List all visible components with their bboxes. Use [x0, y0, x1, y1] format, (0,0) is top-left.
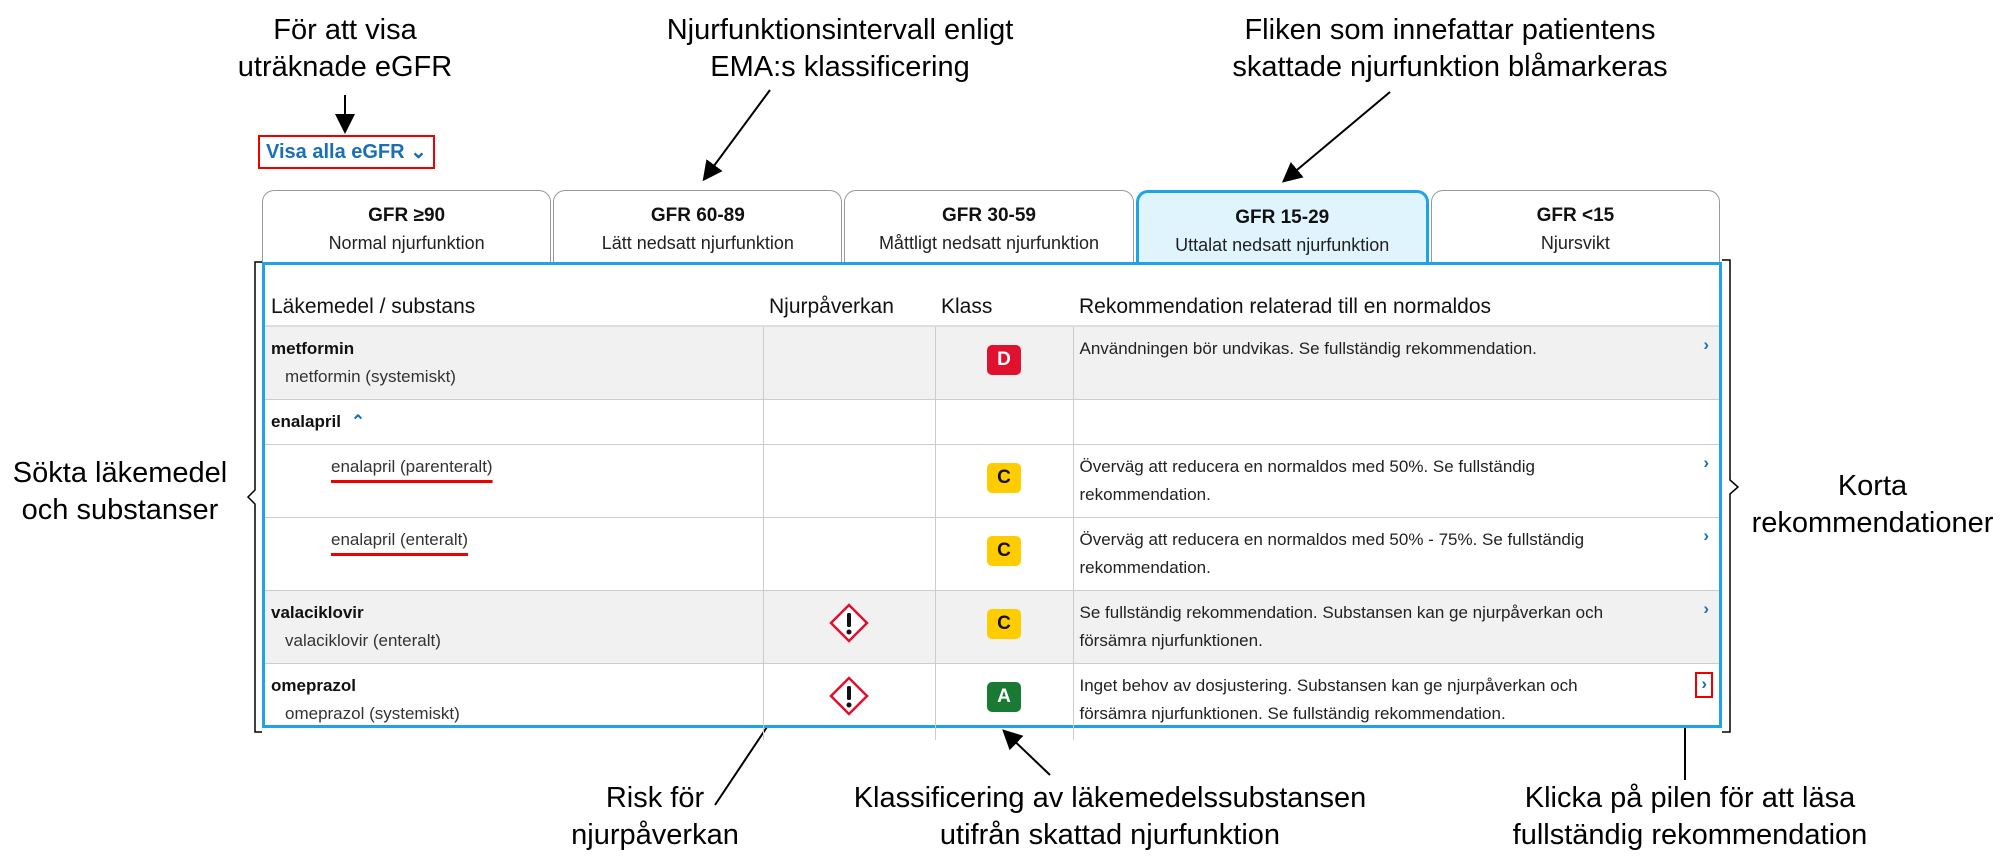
substance-name: omeprazol (systemiskt) [285, 704, 460, 723]
tab-range: GFR <15 [1536, 205, 1615, 226]
recommendation-text: Se fullständig rekommendation. Substansen kan ge njurpåverkan och försämra njurfunktionen. [1079, 603, 1604, 650]
tab-gfr-0[interactable] [262, 190, 551, 264]
tab-label: Måttligt nedsatt njurfunktion [878, 233, 1100, 253]
cell-drug [265, 326, 763, 400]
drug-name: valaciklovir [271, 603, 364, 622]
cell-recommendation [1073, 591, 1719, 664]
cell-kidney [763, 445, 935, 518]
cell-class [935, 591, 1073, 664]
tab-label: Normal njurfunktion [328, 233, 485, 253]
cell-kidney [763, 400, 935, 445]
cell-kidney [763, 591, 935, 664]
annotation-ema [580, 12, 1100, 86]
cell-class [935, 326, 1073, 400]
annotation-text: Korta [1837, 470, 1908, 502]
recommendation-text: Överväg att reducera en normaldos med 50%. Se fullständig rekommendation. [1079, 457, 1535, 504]
annotation-text: skattade njurfunktion blåmarkeras [1232, 51, 1668, 83]
tab-range: GFR ≥90 [368, 205, 446, 226]
annotation-text: utifrån skattad njurfunktion [939, 819, 1281, 851]
chevron-down-icon: ⌄ [410, 141, 427, 163]
kidney-risk-icon [829, 676, 869, 716]
tab-range: GFR 60-89 [650, 205, 745, 226]
annotation-text: Fliken som innefattar patientens [1244, 14, 1656, 46]
substance-link[interactable]: enalapril (parenteralt) [331, 457, 493, 476]
class-badge: A [987, 682, 1021, 712]
table-row [265, 591, 1719, 664]
recommendation-text: Överväg att reducera en normaldos med 50% - 75%. Se fullständig rekommendation. [1079, 530, 1585, 577]
annotation-click [1480, 780, 1900, 854]
annotation-left [0, 455, 240, 529]
annotation-right [1745, 468, 2000, 542]
tab-range: GFR 15-29 [1235, 207, 1330, 228]
tab-label: Njursvikt [1540, 233, 1610, 253]
column-header: Njurpåverkan [763, 265, 935, 326]
annotation-text: fullständig rekommendation [1512, 819, 1868, 851]
cell-recommendation [1073, 400, 1719, 445]
substance-link[interactable]: enalapril (enteralt) [331, 530, 469, 549]
chevron-right-icon[interactable]: › [1703, 335, 1709, 354]
cell-drug [265, 518, 763, 591]
annotation-class [820, 780, 1400, 854]
column-header: Klass [935, 265, 1073, 326]
drug-name: metformin [271, 339, 355, 358]
table-row [265, 400, 1719, 445]
chevron-right-icon[interactable]: › [1703, 526, 1709, 545]
cell-class [935, 518, 1073, 591]
cell-drug [265, 591, 763, 664]
cell-drug [265, 400, 763, 445]
annotation-risk [540, 780, 770, 854]
class-badge: C [987, 609, 1021, 639]
annotation-text: Sökta läkemedel [12, 457, 228, 489]
tab-gfr-1[interactable] [553, 190, 842, 264]
gfr-tabs [262, 190, 1722, 264]
medication-table [265, 265, 1719, 740]
tab-gfr-3[interactable] [1136, 190, 1429, 266]
tab-gfr-4[interactable] [1431, 190, 1720, 264]
tab-label: Uttalat nedsatt njurfunktion [1175, 235, 1390, 255]
chevron-up-icon[interactable]: ⌃ [350, 412, 366, 431]
cell-kidney [763, 518, 935, 591]
chevron-right-icon[interactable]: › [1703, 599, 1709, 618]
annotation-text: njurpåverkan [571, 819, 739, 851]
chevron-right-icon[interactable]: › [1695, 672, 1713, 698]
chevron-right-icon[interactable]: › [1703, 453, 1709, 472]
table-row [265, 518, 1719, 591]
annotation-text: och substanser [21, 494, 219, 526]
cell-recommendation [1073, 445, 1719, 518]
table-row [265, 326, 1719, 400]
cell-recommendation [1073, 518, 1719, 591]
cell-class [935, 445, 1073, 518]
annotation-text: För att visa [273, 14, 417, 46]
recommendation-text: Användningen bör undvikas. Se fullständig rekommendation. [1079, 339, 1537, 358]
annotation-text: Klassificering av läkemedelssubstansen [853, 782, 1367, 814]
column-header: Läkemedel / substans [265, 265, 763, 326]
show-all-egfr-button[interactable] [258, 135, 435, 169]
cell-kidney [763, 326, 935, 400]
cell-class [935, 664, 1073, 740]
cell-kidney [763, 664, 935, 740]
cell-recommendation [1073, 326, 1719, 400]
annotation-text: Njurfunktionsintervall enligt [666, 14, 1014, 46]
substance-name: metformin (systemiskt) [285, 367, 456, 386]
table-row [265, 664, 1719, 740]
medication-table-panel [262, 262, 1722, 728]
cell-class [935, 400, 1073, 445]
class-badge: D [987, 345, 1021, 375]
drug-name: omeprazol [271, 676, 357, 695]
class-badge: C [987, 536, 1021, 566]
annotation-text: uträknade eGFR [237, 51, 453, 83]
drug-name: enalapril ⌃ [271, 412, 366, 431]
annotation-text: EMA:s klassificering [710, 51, 970, 83]
annotation-text: Risk för [605, 782, 705, 814]
table-row [265, 445, 1719, 518]
class-badge: C [987, 463, 1021, 493]
kidney-risk-icon [829, 603, 869, 643]
tab-gfr-2[interactable] [844, 190, 1133, 264]
column-header: Rekommendation relaterad till en normaldos [1073, 265, 1719, 326]
annotation-text: rekommendationer [1751, 507, 1994, 539]
toggle-label: Visa alla eGFR [266, 141, 405, 163]
cell-recommendation [1073, 664, 1719, 740]
annotation-egfr [230, 12, 460, 86]
tab-range: GFR 30-59 [942, 205, 1036, 226]
annotation-tab [1180, 12, 1720, 86]
tab-label: Lätt nedsatt njurfunktion [601, 233, 794, 253]
cell-drug [265, 445, 763, 518]
recommendation-text: Inget behov av dosjustering. Substansen kan ge njurpåverkan och försämra njurfunktionen. Se fullständig rekommendation. [1079, 676, 1578, 723]
substance-name: valaciklovir (enteralt) [285, 631, 441, 650]
cell-drug [265, 664, 763, 740]
annotation-text: Klicka på pilen för att läsa [1524, 782, 1856, 814]
